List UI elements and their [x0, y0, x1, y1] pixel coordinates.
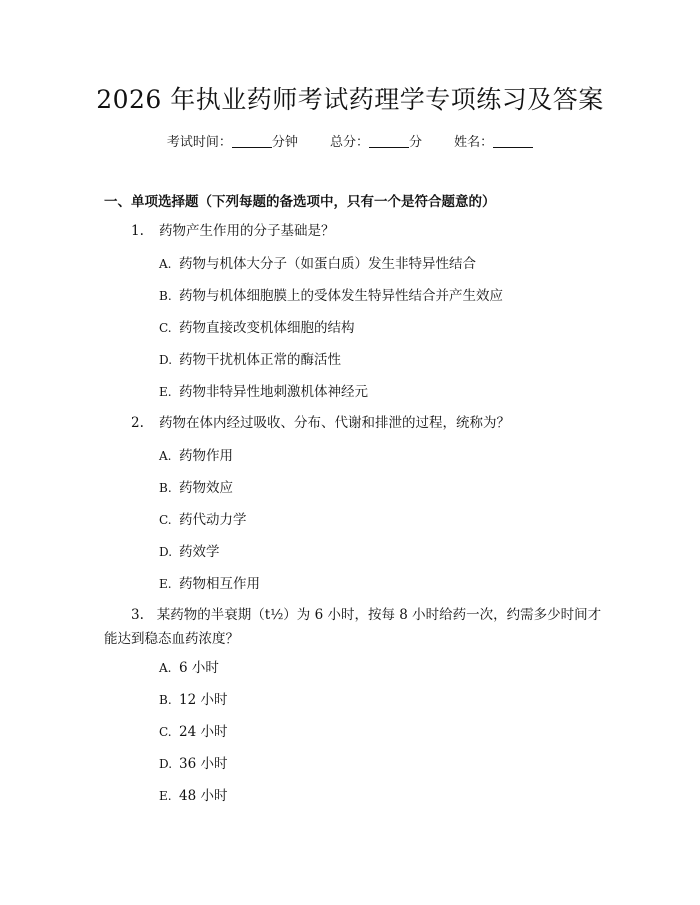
option-text: 48 小时 [179, 788, 228, 804]
option-1e [159, 382, 368, 402]
question-2 [131, 411, 611, 435]
option-text: 药物直接改变机体细胞的结构 [179, 320, 355, 336]
option-letter: E. [159, 789, 172, 803]
option-3e [159, 786, 227, 806]
question-text: 药物在体内经过吸收、分布、代谢和排泄的过程，统称为？ [159, 415, 510, 431]
option-text: 药物效应 [179, 480, 233, 496]
option-letter: B. [159, 693, 172, 707]
option-1a [159, 254, 476, 274]
time-label: 考试时间： [166, 135, 232, 150]
option-3b [159, 690, 227, 710]
option-text: 药物与机体细胞膜上的受体发生特异性结合并产生效应 [179, 288, 503, 304]
option-2b [159, 478, 233, 498]
exam-name [454, 131, 533, 150]
option-letter: E. [159, 577, 172, 591]
option-letter: B. [159, 289, 172, 303]
question-text: 药物产生作用的分子基础是？ [159, 223, 335, 239]
option-text: 24 小时 [179, 724, 228, 740]
question-3 [104, 603, 609, 651]
exam-time [167, 131, 298, 150]
option-text: 药物作用 [179, 448, 233, 464]
option-text: 药物非特异性地刺激机体神经元 [179, 384, 368, 400]
page-title: 2026 年执业药师考试药理学专项练习及答案 [96, 85, 604, 114]
section-heading: 一、单项选择题（下列每题的备选项中，只有一个是符合题意的） [104, 194, 496, 210]
option-letter: D. [159, 545, 173, 559]
question-text: 某药物的半衰期（t½）为 6 小时，按每 8 小时给药一次，约需多少时间才能达到稳态血药浓度？ [104, 607, 602, 647]
score-label: 总分： [329, 135, 369, 150]
option-2e [159, 574, 260, 594]
option-letter: A. [159, 449, 172, 463]
option-letter: E. [159, 385, 172, 399]
option-letter: B. [159, 481, 172, 495]
time-unit: 分钟 [271, 135, 298, 150]
option-2a [159, 446, 233, 466]
option-letter: C. [159, 321, 172, 335]
option-2d [159, 542, 220, 562]
name-label: 姓名： [454, 135, 494, 150]
option-1b [159, 286, 503, 306]
option-3c [159, 722, 227, 742]
option-text: 药效学 [179, 544, 220, 560]
option-text: 药物干扰机体正常的酶活性 [179, 352, 341, 368]
option-text: 12 小时 [179, 692, 228, 708]
option-letter: C. [159, 725, 172, 739]
option-letter: C. [159, 513, 172, 527]
name-blank [493, 135, 533, 148]
option-text: 药代动力学 [179, 512, 247, 528]
time-blank [232, 135, 272, 148]
option-text: 药物相互作用 [179, 576, 260, 592]
option-2c [159, 510, 247, 530]
option-letter: A. [159, 661, 172, 675]
option-1d [159, 350, 341, 370]
score-unit: 分 [409, 135, 423, 150]
option-text: 药物与机体大分子（如蛋白质）发生非特异性结合 [179, 256, 476, 272]
exam-meta [0, 131, 700, 150]
option-text: 6 小时 [179, 660, 219, 676]
score-blank [369, 135, 409, 148]
option-letter: A. [159, 257, 172, 271]
question-1 [131, 219, 611, 243]
option-letter: D. [159, 757, 173, 771]
option-text: 36 小时 [179, 756, 228, 772]
option-letter: D. [159, 353, 173, 367]
question-number: 2. [131, 415, 144, 431]
question-number: 3. [131, 607, 144, 623]
option-1c [159, 318, 355, 338]
option-3a [159, 658, 219, 678]
exam-score [330, 131, 422, 150]
option-3d [159, 754, 227, 774]
question-number: 1. [131, 223, 144, 239]
